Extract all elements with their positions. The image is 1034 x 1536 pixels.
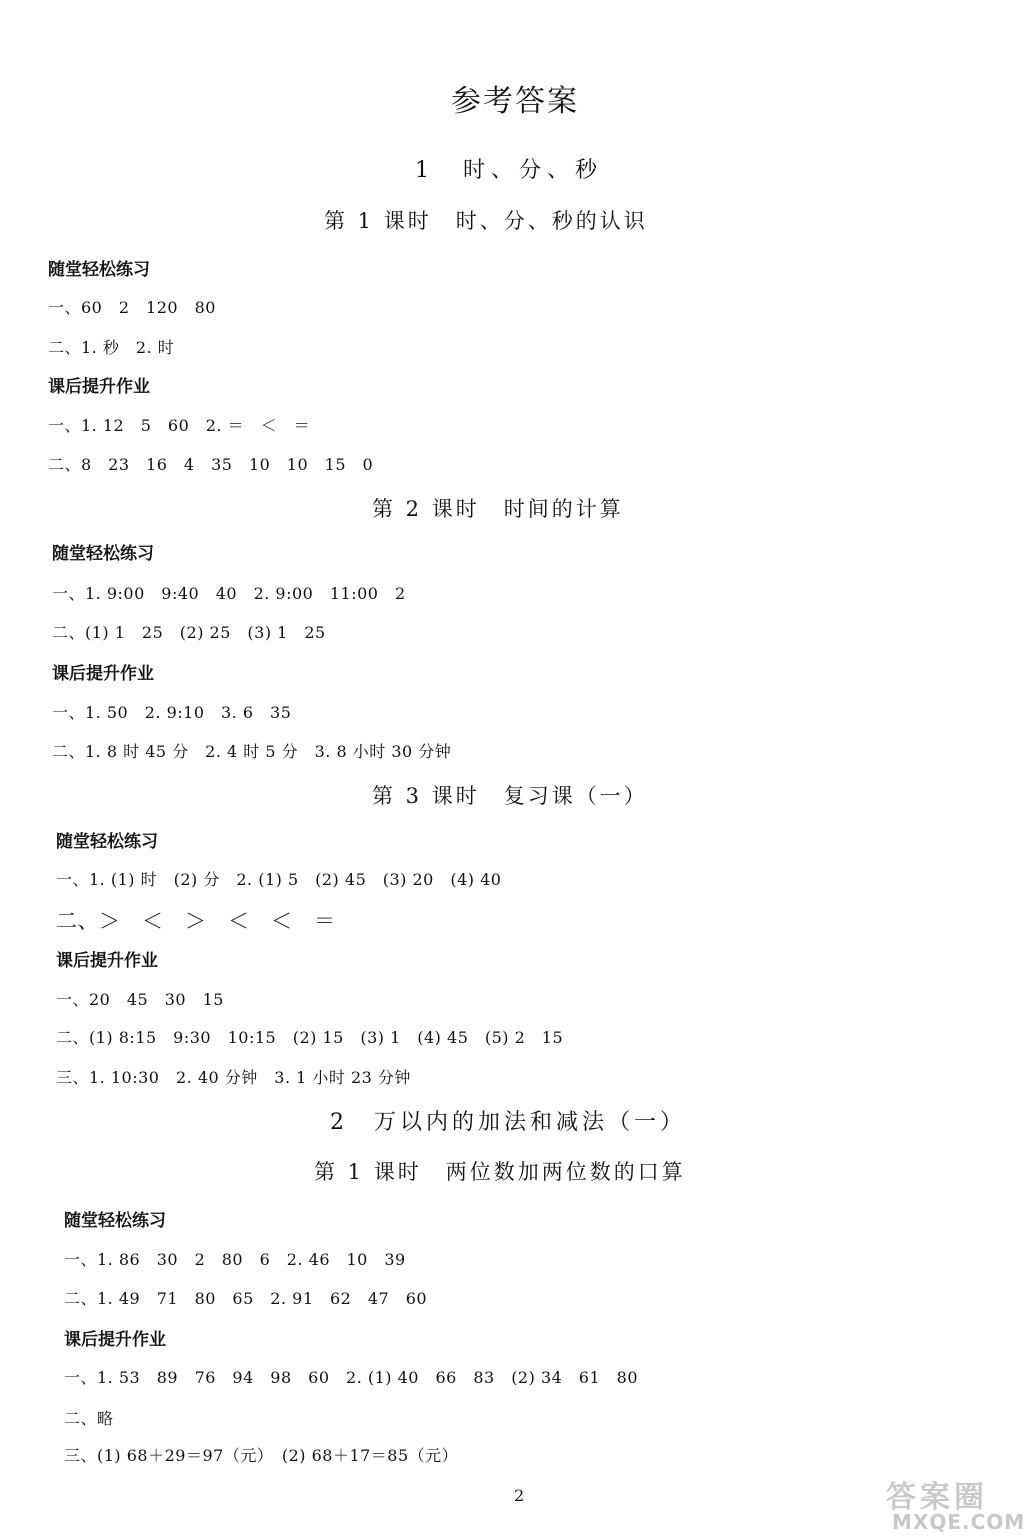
answer-line: 二、(1) 8:15 9:30 10:15 (2) 15 (3) 1 (4) 45 (5) 2 15 — [56, 1028, 564, 1047]
page-number: 2 — [514, 1486, 525, 1505]
practice-label: 随堂轻松练习 — [48, 260, 150, 280]
answer-line: 二、1. 49 71 80 65 2. 91 62 47 60 — [64, 1289, 428, 1308]
homework-label: 课后提升作业 — [52, 664, 154, 684]
practice-label: 随堂轻松练习 — [64, 1211, 166, 1231]
watermark-logo — [886, 1472, 1026, 1532]
answer-line: 一、1. 50 2. 9:10 3. 6 35 — [52, 703, 292, 722]
answer-line: 一、1. 53 89 76 94 98 60 2. (1) 40 66 83 (2) 34 61 80 — [64, 1368, 639, 1387]
chapter-1-heading: 1 时、分、秒 — [415, 158, 603, 183]
answer-line: 二、略 — [64, 1409, 114, 1428]
answer-line: 三、(1) 68＋29＝97（元） (2) 68＋17＝85（元） — [64, 1446, 459, 1465]
answer-line: 三、1. 10:30 2. 40 分钟 3. 1 小时 23 分钟 — [56, 1068, 411, 1087]
answer-line: 二、＞ ＜ ＞ ＜ ＜ ＝ — [56, 909, 336, 933]
homework-label: 课后提升作业 — [56, 951, 158, 971]
answer-line: 二、(1) 1 25 (2) 25 (3) 1 25 — [52, 623, 326, 642]
lesson-heading: 第 2 课时 时间的计算 — [372, 497, 624, 521]
lesson-heading: 第 3 课时 复习课（一） — [372, 784, 648, 808]
homework-label: 课后提升作业 — [48, 377, 150, 397]
chapter-2-heading: 2 万以内的加法和减法（一） — [330, 1110, 686, 1135]
practice-label: 随堂轻松练习 — [56, 832, 158, 852]
lesson-heading: 第 1 课时 时、分、秒的认识 — [324, 209, 648, 233]
answer-line: 二、8 23 16 4 35 10 10 15 0 — [48, 455, 374, 474]
lesson-heading: 第 1 课时 两位数加两位数的口算 — [314, 1160, 686, 1184]
watermark-url: MXQE.COM — [892, 1510, 1026, 1534]
watermark-logo-text: 答案圈 — [886, 1480, 988, 1515]
answer-line: 一、20 45 30 15 — [56, 990, 224, 1009]
page-title: 参考答案 — [451, 84, 579, 119]
answer-line: 一、1. 86 30 2 80 6 2. 46 10 39 — [64, 1250, 406, 1269]
answer-line: 一、1. (1) 时 (2) 分 2. (1) 5 (2) 45 (3) 20 (4) 40 — [56, 870, 502, 889]
answer-line: 一、1. 12 5 60 2. ＝ ＜ ＝ — [48, 416, 311, 435]
answer-line: 一、1. 9:00 9:40 40 2. 9:00 11:00 2 — [52, 584, 406, 603]
homework-label: 课后提升作业 — [64, 1330, 166, 1350]
practice-label: 随堂轻松练习 — [52, 544, 154, 564]
answer-line: 二、1. 8 时 45 分 2. 4 时 5 分 3. 8 小时 30 分钟 — [52, 742, 452, 761]
answer-line: 二、1. 秒 2. 时 — [48, 338, 175, 357]
answer-line: 一、60 2 120 80 — [48, 298, 216, 317]
